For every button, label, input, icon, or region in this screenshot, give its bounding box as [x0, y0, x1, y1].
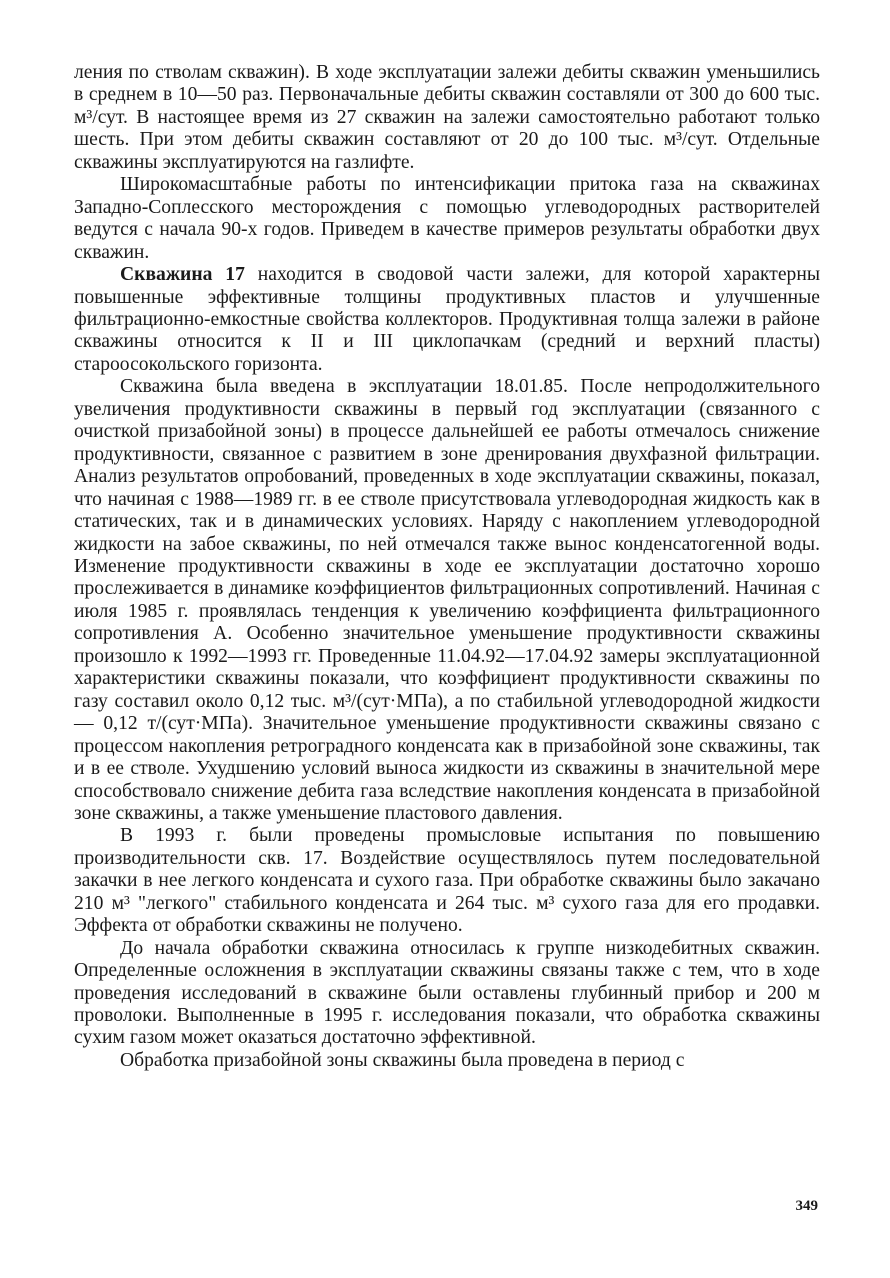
paragraph-3-lead: Скважина 17 — [120, 264, 245, 286]
paragraph-1: ления по стволам скважин). В ходе эксплуатации залежи дебиты скважин уменьшились в среднем в 10—50 раз. Первоначальные дебиты скважин составляли от 300 до 600 тыс. м³/сут. В настоящее время из 27 скважин на залежи самостоятельно работают только шесть. При этом дебиты скважин составляют от 20 до 100 тыс. м³/сут. Отдельные скважины эксплуатируются на газлифте. — [74, 62, 820, 173]
paragraph-2: Широкомасштабные работы по интенсификации притока газа на скважинах Западно-Соплесского месторождения с помощью углеводородных растворителей ведутся с начала 90-х годов. Приведем в качестве примеров результаты обработки двух скважин. — [74, 174, 820, 263]
paragraph-6: До начала обработки скважина относилась к группе низкодебитных скважин. Определенные осложнения в эксплуатации скважины связаны также с тем, что в ходе проведения исследований в скважине были оставлены глубинный прибор и 200 м проволоки. Выполненные в 1995 г. исследования показали, что обработка скважины сухим газом может оказаться достаточно эффективной. — [74, 937, 820, 1049]
page-number: 349 — [795, 1198, 818, 1214]
paragraph-5: В 1993 г. были проведены промысловые испытания по повышению производительности скв. 17. Воздействие осуществлялось путем последовательной закачки в нее легкого конденсата и сухого газа. При обработке скважины было закачано 210 м³ "легкого" стабильного конденсата и 264 тыс. м³ сухого газа для его продавки. Эффекта от обработки скважины не получено. — [74, 825, 820, 937]
paragraph-7: Обработка призабойной зоны скважины была проведена в период с — [120, 1049, 685, 1071]
paragraph-4: Скважина была введена в эксплуатации 18.01.85. После непродолжительного увеличения продуктивности скважины в первый год эксплуатации (связанного с очисткой призабойной зоны) в процессе дальнейшей ее работы отмечалось снижение продуктивности, связанное с развитием в зоне дренирования двухфазной фильтрации. Анализ результатов опробований, проведенных в ходе эксплуатации скважины, показал, что начиная с 1988—1989 гг. в ее стволе присутствовала углеводородная жидкость как в статических, так и в динамических условиях. Наряду с накоплением углеводородной жидкости на забое скважины, по ней отмечался также вынос конденсатогенной воды. Изменение продуктивности скважины в ходе ее эксплуатации достаточно хорошо прослеживается в динамике коэффициентов фильтрационных сопротивлений. Начиная с июля 1985 г. проявлялась тенденция к увеличению коэффициента фильтрационного сопротивления А. Особенно значительное уменьшение продуктивности скважины произошло к 1992—1993 гг. Проведенные 11.04.92—17.04.92 замеры эксплуатационной характеристики скважины показали, что коэффициент продуктивности скважины по газу составил около 0,12 тыс. м³/(сут·МПа), а по стабильной углеводородной жидкости — 0,12 т/(сут·МПа). Значительное уменьшение продуктивности скважины связано с процессом накопления ретроградного конденсата как в призабойной зоне скважины, так и в ее стволе. Ухудшению условий выноса жидкости из скважины в значительной мере способствовало снижение дебита газа вследствие накопления конденсата в призабойной зоне скважины, а также уменьшение пластового давления. — [74, 376, 820, 824]
paragraph-3 — [74, 264, 820, 376]
page-body — [74, 62, 820, 1072]
paragraph-3-text: находится в сводовой части залежи, для которой характерны повышенные эффективные толщины продуктивных пластов и улучшенные фильтрационно-емкостные свойства коллекторов. Продуктивная толща залежи в районе скважины относится к II и III циклопачкам (средний и верхний пласты) староосокольского горизонта. — [74, 264, 820, 375]
